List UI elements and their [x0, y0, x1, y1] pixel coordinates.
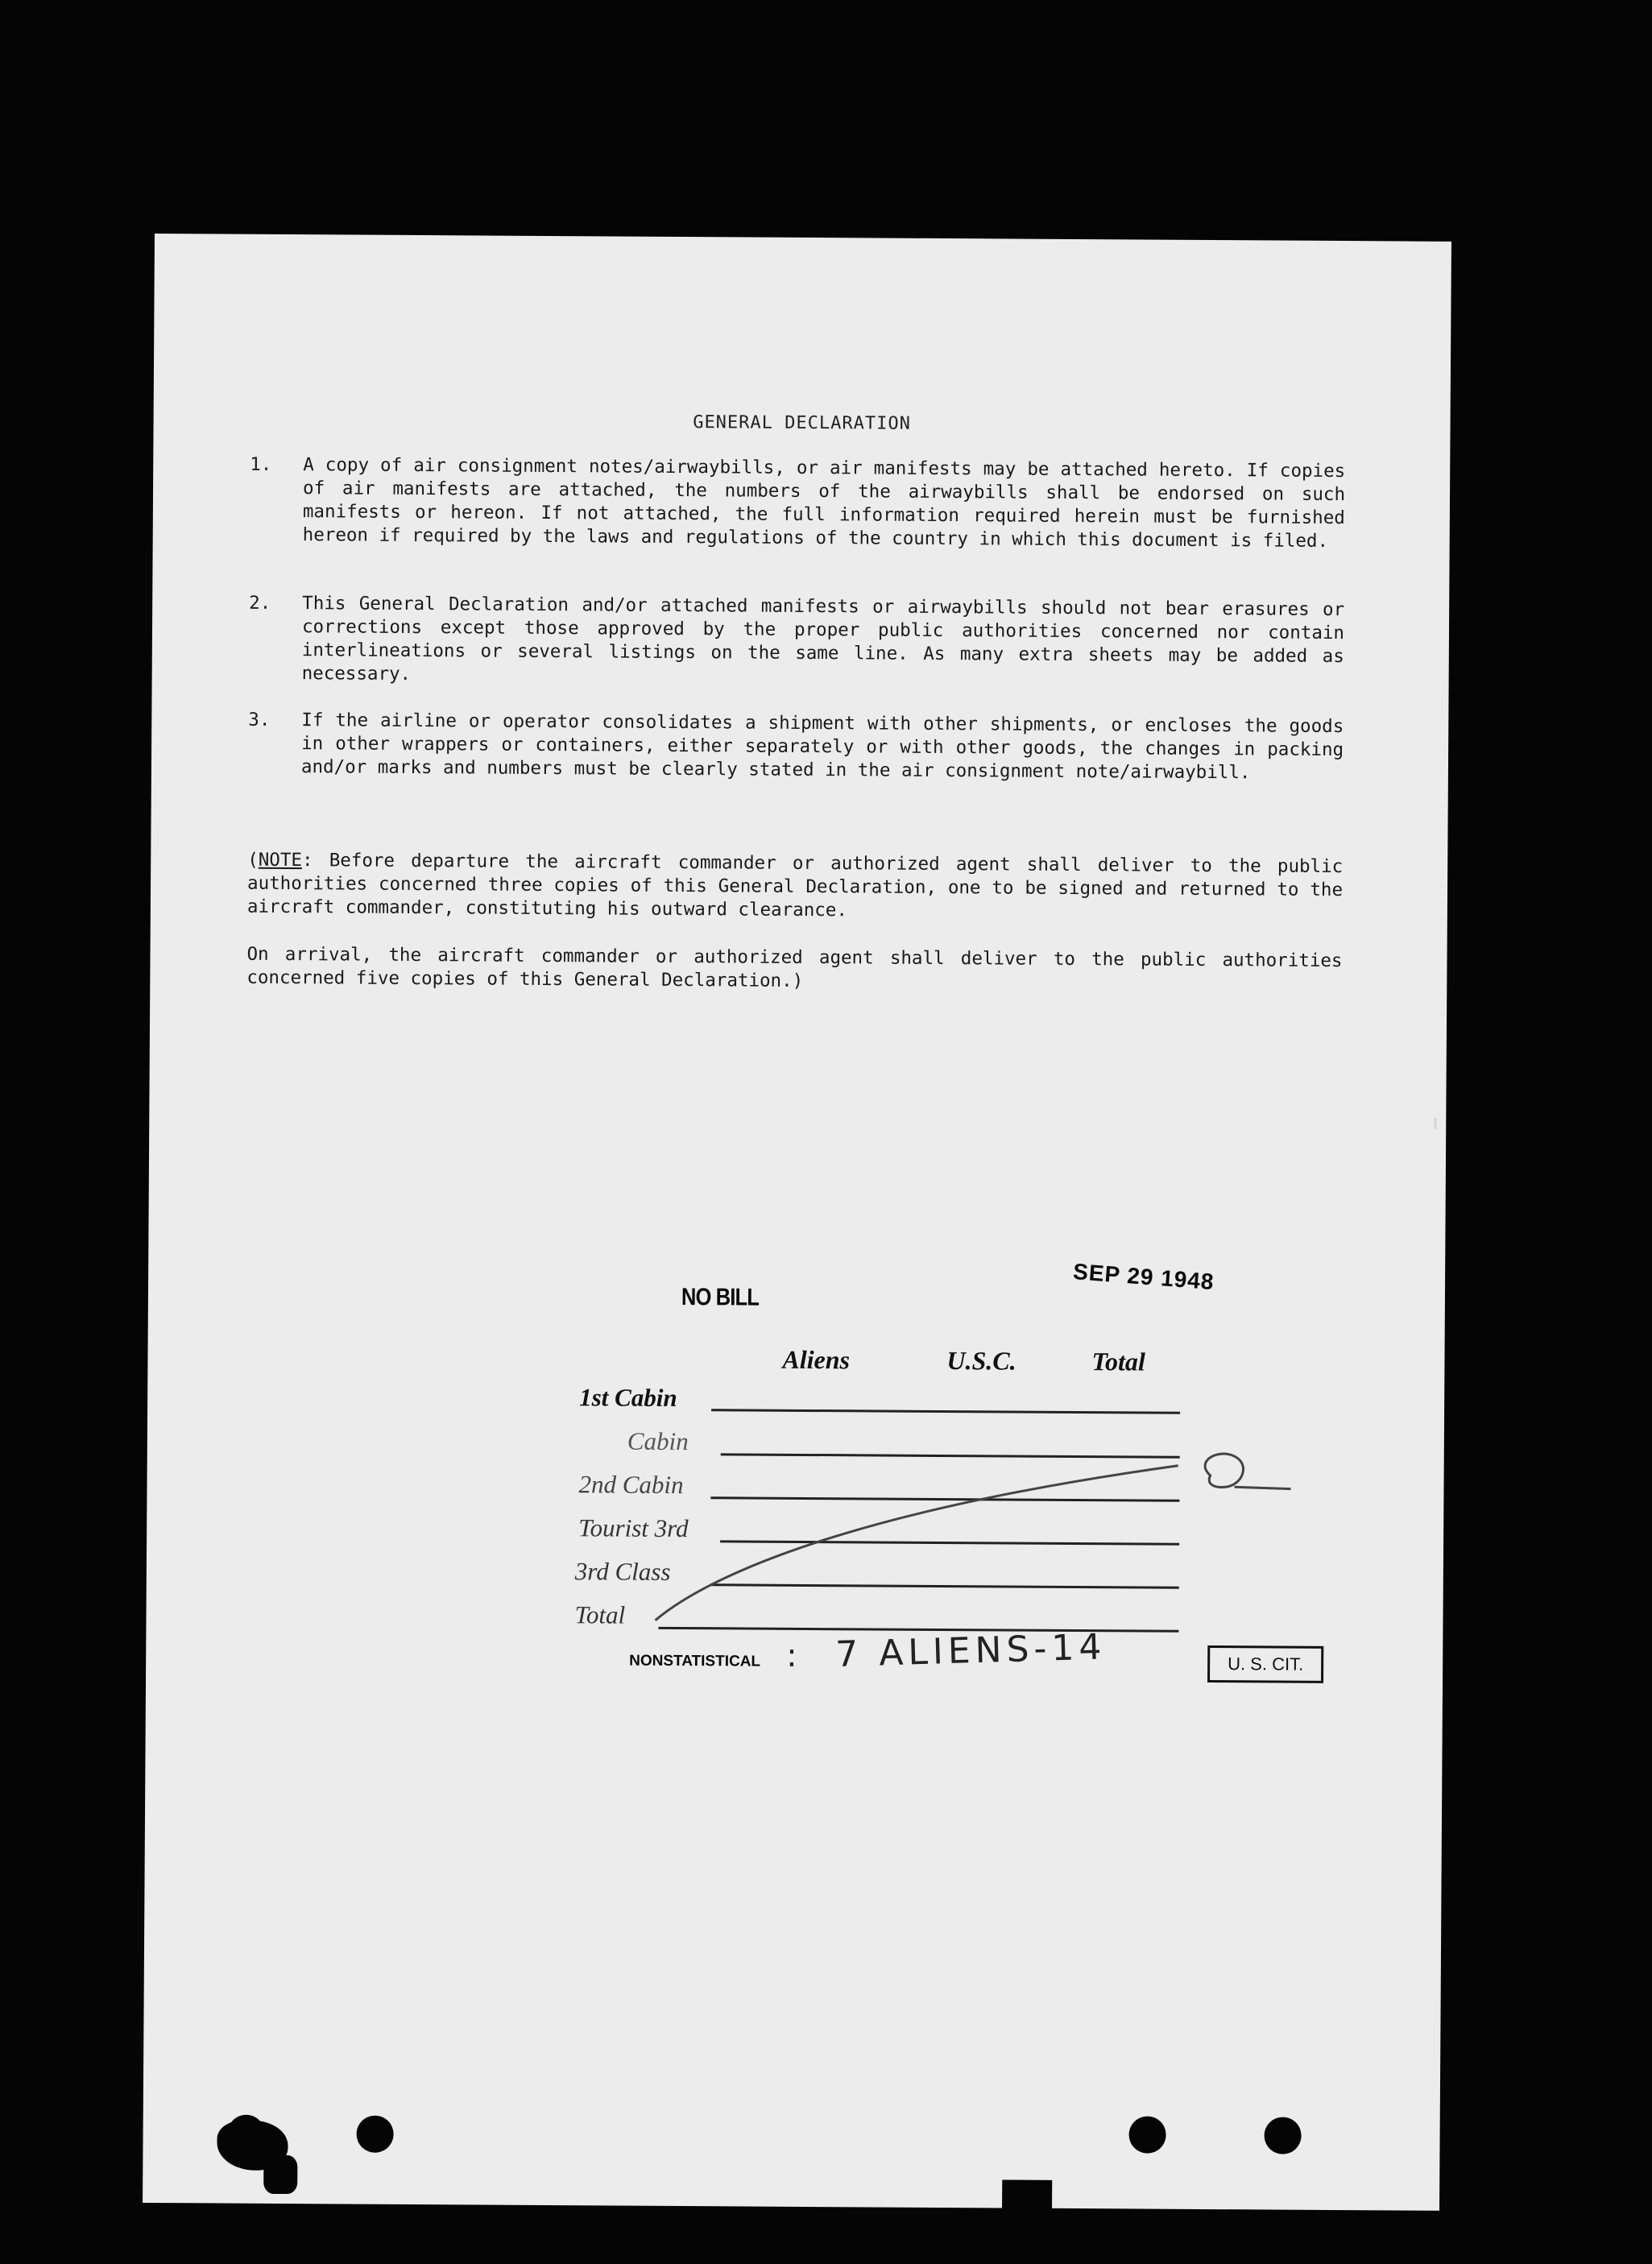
punch-hole	[356, 2116, 393, 2153]
torn-edge	[1002, 2179, 1052, 2212]
item-number: 2.	[249, 592, 271, 614]
row-label-total: Total	[574, 1600, 626, 1629]
scan-artifact	[1434, 1118, 1437, 1129]
row-label-3rd-class: 3rd Class	[574, 1557, 671, 1586]
note-text: : Before departure the aircraft commander or authorized agent shall deliver to the public authorities concerned three copies of this General Declaration, one to be signed and returned to the aircraft commander, constituting his outward clearance.	[246, 850, 1344, 921]
handwritten-strike-line	[143, 234, 1451, 2211]
punch-hole	[1128, 2116, 1166, 2153]
row-label-1st-cabin: 1st Cabin	[579, 1383, 677, 1412]
column-header-total: Total	[1091, 1347, 1145, 1376]
item-number: 1.	[250, 453, 272, 475]
item-number: 3.	[248, 709, 271, 731]
row-label-tourist-3rd: Tourist 3rd	[578, 1513, 689, 1543]
item-text: This General Declaration and/or attached manifests or airwaybills should not bear erasures or corrections except those approved by the proper public authorities concerned nor contain interlineations or several listings on the same line. As many extra sheets may be added as necessary.	[301, 593, 1345, 685]
row-label-2nd-cabin: 2nd Cabin	[578, 1470, 684, 1500]
handwritten-alien-count: 7 ALIENS-14	[834, 1626, 1108, 1676]
handwritten-colon: :	[786, 1637, 797, 1674]
no-bill-stamp: NO BILL	[681, 1284, 760, 1311]
row-label-cabin: Cabin	[627, 1426, 689, 1456]
handwritten-mark	[1194, 1448, 1195, 1449]
item-text: If the airline or operator consolidates a shipment with other shipments, or encloses the goods in other wrappers or containers, either separately or with other goods, the changes in packing and/or marks and numbers must be clearly stated in the air consignment note/airwaybill.	[300, 710, 1344, 784]
date-stamp: SEP 29 1948	[1072, 1258, 1215, 1295]
note-label: NOTE	[258, 849, 303, 871]
arrival-paragraph: On arrival, the aircraft commander or authorized agent shall deliver to the public authorities concerned five copies of this General Declaration.)	[246, 943, 1343, 991]
document-title: GENERAL DECLARATION	[693, 412, 911, 434]
torn-edge	[263, 2155, 297, 2194]
punch-hole	[1264, 2117, 1301, 2154]
column-header-aliens: Aliens	[782, 1344, 851, 1375]
column-header-usc: U.S.C.	[946, 1346, 1016, 1376]
item-text: A copy of air consignment notes/airwaybills, or air manifests may be attached hereto. If copies of air manifests are attached, the numbers of the airwaybills shall be endorsed on such manifests or hereon. If not attached, the full information required herein must be furnished hereon if required by the laws and regulations of the country in which this document is filed.	[302, 454, 1346, 552]
note-open-paren: (	[247, 849, 259, 871]
us-citizen-box: U. S. CIT.	[1207, 1645, 1323, 1683]
nonstatistical-stamp: NONSTATISTICAL	[629, 1652, 761, 1670]
document-page	[143, 234, 1451, 2211]
